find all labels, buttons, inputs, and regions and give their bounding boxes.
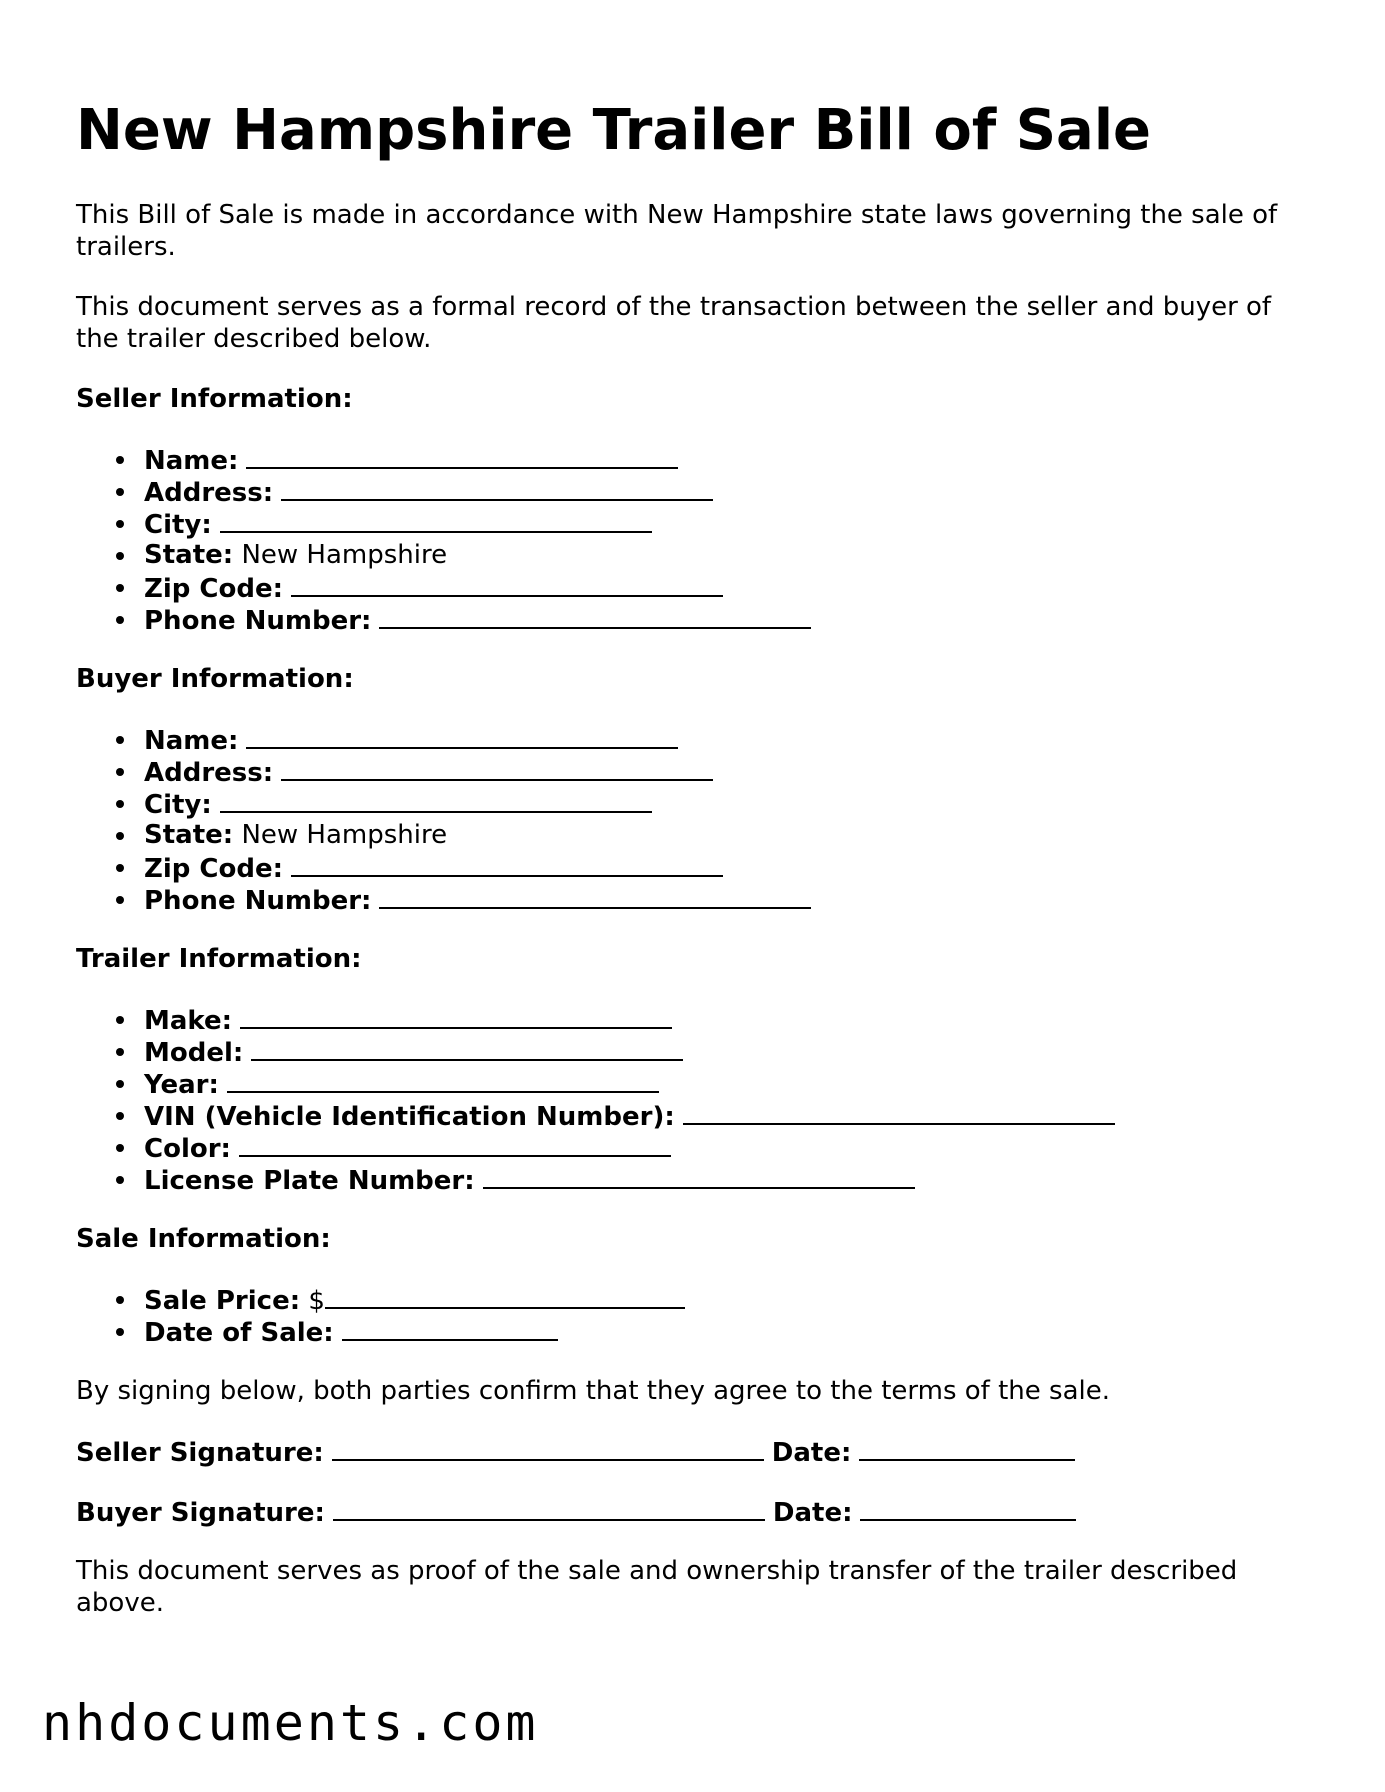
seller-fields-list <box>76 443 1306 635</box>
trailer-color-field[interactable] <box>239 1131 671 1157</box>
trailer-vin-field[interactable] <box>683 1099 1115 1125</box>
seller-state-item <box>144 539 1306 571</box>
seller-zip-label: Zip Code: <box>144 574 284 604</box>
buyer-signature-field[interactable] <box>333 1495 765 1521</box>
document-body <box>76 199 1306 1647</box>
sale-fields-list <box>76 1283 1306 1347</box>
trailer-color-label: Color: <box>144 1134 231 1164</box>
trailer-section-heading: Trailer Information: <box>76 944 362 974</box>
buyer-section-heading: Buyer Information: <box>76 664 354 694</box>
buyer-zip-item <box>144 851 1306 883</box>
seller-address-label: Address: <box>144 478 274 508</box>
buyer-signature-row <box>76 1495 1306 1527</box>
buyer-zip-field[interactable] <box>291 851 723 877</box>
seller-city-item <box>144 507 1306 539</box>
buyer-address-item <box>144 755 1306 787</box>
trailer-make-item <box>144 1003 1306 1035</box>
sale-price-item <box>144 1283 1306 1315</box>
seller-signature-field[interactable] <box>332 1435 764 1461</box>
seller-name-label: Name: <box>144 446 239 476</box>
seller-city-field[interactable] <box>220 507 652 533</box>
buyer-zip-label: Zip Code: <box>144 854 284 884</box>
trailer-fields-list <box>76 1003 1306 1195</box>
closing-paragraph: This document serves as proof of the sale and ownership transfer of the trailer described above. <box>76 1556 1238 1618</box>
sale-price-label: Sale Price: <box>144 1286 301 1316</box>
sale-date-field[interactable] <box>342 1315 558 1341</box>
seller-zip-item <box>144 571 1306 603</box>
buyer-city-item <box>144 787 1306 819</box>
trailer-model-item <box>144 1035 1306 1067</box>
buyer-address-field[interactable] <box>281 755 713 781</box>
seller-signature-date-field[interactable] <box>859 1435 1075 1461</box>
sale-section-heading: Sale Information: <box>76 1224 331 1254</box>
sale-price-currency: $ <box>308 1286 325 1316</box>
buyer-name-field[interactable] <box>246 723 678 749</box>
seller-signature-label: Seller Signature: <box>76 1438 324 1468</box>
trailer-color-item <box>144 1131 1306 1163</box>
trailer-year-label: Year: <box>144 1070 219 1100</box>
buyer-name-label: Name: <box>144 726 239 756</box>
seller-state-value: New Hampshire <box>241 540 448 570</box>
intro-paragraph-1: This Bill of Sale is made in accordance with New Hampshire state laws governing the sale of trailers. <box>76 200 1278 262</box>
seller-signature-date-label: Date: <box>771 1438 852 1468</box>
agreement-paragraph: By signing below, both parties confirm that they agree to the terms of the sale. <box>76 1376 1110 1406</box>
seller-section-heading: Seller Information: <box>76 384 353 414</box>
trailer-plate-item <box>144 1163 1306 1195</box>
seller-name-item <box>144 443 1306 475</box>
seller-phone-field[interactable] <box>379 603 811 629</box>
sale-date-label: Date of Sale: <box>144 1318 334 1348</box>
seller-address-field[interactable] <box>281 475 713 501</box>
buyer-signature-label: Buyer Signature: <box>76 1498 325 1528</box>
buyer-address-label: Address: <box>144 758 274 788</box>
buyer-signature-date-label: Date: <box>772 1498 853 1528</box>
document-title: New Hampshire Trailer Bill of Sale <box>76 98 1151 163</box>
seller-name-field[interactable] <box>246 443 678 469</box>
buyer-name-item <box>144 723 1306 755</box>
trailer-model-label: Model: <box>144 1038 244 1068</box>
buyer-state-item <box>144 819 1306 851</box>
buyer-phone-label: Phone Number: <box>144 886 372 916</box>
buyer-state-label: State: <box>144 820 234 850</box>
buyer-signature-date-field[interactable] <box>860 1495 1076 1521</box>
buyer-city-field[interactable] <box>220 787 652 813</box>
seller-phone-item <box>144 603 1306 635</box>
trailer-plate-field[interactable] <box>483 1163 915 1189</box>
buyer-fields-list <box>76 723 1306 915</box>
buyer-phone-item <box>144 883 1306 915</box>
footer-logo: nhdocuments.com <box>42 1694 539 1752</box>
seller-state-label: State: <box>144 540 234 570</box>
trailer-vin-item <box>144 1099 1306 1131</box>
trailer-make-field[interactable] <box>240 1003 672 1029</box>
buyer-city-label: City: <box>144 790 212 820</box>
seller-address-item <box>144 475 1306 507</box>
trailer-make-label: Make: <box>144 1006 233 1036</box>
seller-phone-label: Phone Number: <box>144 606 372 636</box>
trailer-year-field[interactable] <box>227 1067 659 1093</box>
buyer-state-value: New Hampshire <box>241 820 448 850</box>
buyer-phone-field[interactable] <box>379 883 811 909</box>
trailer-plate-label: License Plate Number: <box>144 1166 475 1196</box>
sale-price-field[interactable] <box>325 1283 685 1309</box>
sale-date-item <box>144 1315 1306 1347</box>
seller-signature-row <box>76 1435 1306 1467</box>
intro-paragraph-2: This document serves as a formal record of the transaction between the seller and buyer of the trailer described below. <box>76 292 1272 354</box>
seller-zip-field[interactable] <box>291 571 723 597</box>
seller-city-label: City: <box>144 510 212 540</box>
trailer-vin-label: VIN (Vehicle Identification Number): <box>144 1102 675 1132</box>
trailer-year-item <box>144 1067 1306 1099</box>
trailer-model-field[interactable] <box>251 1035 683 1061</box>
